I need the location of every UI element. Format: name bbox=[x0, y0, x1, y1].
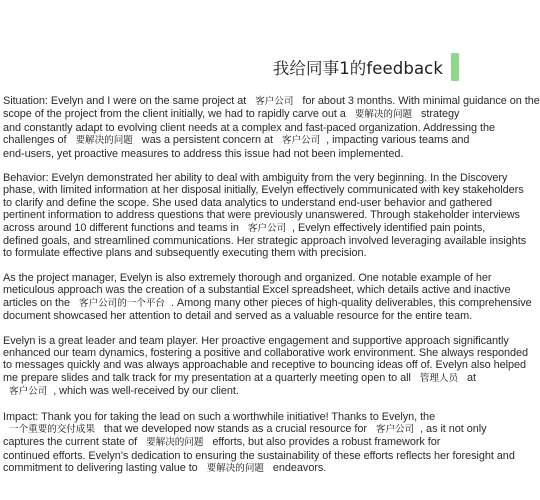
text-segment: As the project manager, Evelyn is also extremely thorough and organized. One notable example of her bbox=[3, 271, 492, 284]
text-line bbox=[3, 411, 511, 423]
text-line bbox=[3, 272, 511, 284]
text-segment: was a persistent concern at bbox=[138, 134, 276, 147]
text-segment: continued efforts. Evelyn's dedication to ensuring the sustainability of these efforts reflects her foresight and bbox=[3, 449, 515, 462]
text-segment: Impact: Thank you for taking the lead on such a worthwhile initiative! Thanks to Evelyn, the bbox=[3, 410, 436, 423]
text-line bbox=[3, 346, 529, 359]
redaction-label: 要解决的问题 bbox=[201, 463, 270, 474]
text-segment: phase, with limited information at her disposal initially, Evelyn effectively communicated with key stakeholders bbox=[3, 184, 524, 197]
text-segment: that we developed now stands as a crucial resource for bbox=[100, 422, 370, 435]
text-line bbox=[3, 423, 511, 436]
text-line bbox=[3, 284, 511, 296]
text-segment: , as it not only bbox=[420, 422, 487, 435]
text-line bbox=[3, 209, 520, 222]
text-segment: to formulate effective plans and subsequently executing them with precision. bbox=[3, 247, 367, 260]
text-line bbox=[3, 95, 540, 108]
feedback-body bbox=[3, 95, 540, 488]
paragraph-leader bbox=[3, 334, 529, 399]
paragraph-behavior bbox=[3, 172, 527, 260]
text-segment: , which was well-received by our client. bbox=[53, 385, 239, 398]
text-line bbox=[3, 148, 511, 160]
text-segment: end-users, yet proactive measures to address this issue had not been implemented. bbox=[3, 147, 404, 160]
text-line bbox=[3, 385, 511, 398]
redaction-label: 客户公司 bbox=[276, 135, 326, 146]
text-segment: commitment to delivering lasting value to bbox=[3, 462, 201, 475]
text-line bbox=[3, 372, 511, 385]
text-segment: Situation: Evelyn and I were on the same project at bbox=[3, 95, 250, 107]
text-segment: . Among many other pieces of high-quality deliverables, this comprehensive bbox=[170, 296, 532, 309]
text-segment: efforts, but also provides a robust framework for bbox=[209, 436, 441, 449]
text-line bbox=[3, 122, 511, 134]
text-line bbox=[3, 310, 511, 322]
text-line bbox=[3, 172, 511, 184]
text-segment: across around 10 different functions and teams in bbox=[3, 221, 242, 234]
text-line bbox=[3, 235, 527, 248]
text-segment: Behavior: Evelyn demonstrated her ability to deal with ambiguity from the very beginning. In the Discovery bbox=[3, 172, 508, 185]
redaction-label: 一个重要的交付成果 bbox=[3, 424, 101, 435]
text-line bbox=[3, 197, 511, 209]
text-segment: for about 3 months. With minimal guidance on the bbox=[299, 95, 540, 107]
text-segment: to clarify and define the scope. She used data analytics to understand end-user behavior and gathered bbox=[3, 196, 492, 209]
text-line bbox=[3, 108, 511, 121]
text-line bbox=[3, 247, 511, 259]
text-segment: , Evelyn effectively identified pain points, bbox=[292, 221, 486, 234]
redaction-label: 客户公司 bbox=[249, 96, 299, 107]
redaction-label: 要解决的问题 bbox=[70, 135, 139, 146]
text-segment: meticulous approach was the creation of a substantial Excel spreadsheet, which details active and inactive bbox=[3, 284, 511, 297]
paragraph-situation bbox=[3, 95, 540, 160]
text-segment: challenges of bbox=[3, 134, 70, 147]
redaction-label: 要解决的问题 bbox=[140, 437, 209, 448]
text-segment: , impacting various teams and bbox=[326, 134, 470, 147]
text-line bbox=[3, 134, 511, 147]
text-line bbox=[3, 335, 511, 347]
text-segment: at bbox=[464, 371, 477, 384]
text-segment: Evelyn is a great leader and team player. Her proactive engagement and supportive approach significantly bbox=[3, 334, 509, 347]
text-segment: captures the current state of bbox=[3, 436, 141, 449]
text-line bbox=[3, 296, 532, 310]
title-accent-bar bbox=[451, 53, 459, 81]
redaction-label: 要解决的问题 bbox=[349, 109, 418, 120]
text-line bbox=[3, 436, 511, 449]
text-line bbox=[3, 359, 527, 372]
text-line bbox=[3, 462, 511, 475]
text-line bbox=[3, 184, 524, 197]
text-segment: scope of the project from the client initially, we had to rapidly carve out a bbox=[3, 108, 349, 121]
paragraph-project-manager bbox=[3, 271, 532, 323]
title-block bbox=[273, 53, 459, 81]
text-segment: document showcased her attention to detail and served as a valuable resource for the entire team. bbox=[3, 310, 473, 323]
page-title: 我给同事1的feedback bbox=[272, 59, 443, 78]
redaction-label: 管理人员 bbox=[414, 373, 464, 384]
redaction-label: 客户公司 bbox=[242, 223, 292, 234]
text-segment: defined goals, and streamlined communications. Her strategic approach involved leveraging available insights bbox=[3, 235, 527, 248]
text-segment: me prepare slides and talk track for my presentation at a quarterly meeting open to all bbox=[3, 371, 414, 384]
redaction-label: 客户公司 bbox=[3, 386, 53, 397]
text-segment: articles on the bbox=[3, 296, 74, 309]
text-segment: enhanced our team dynamics, fostering a positive and collaborative work environment. She always responded bbox=[3, 346, 529, 359]
redaction-label: 客户公司的一个平台 bbox=[73, 298, 171, 309]
text-line bbox=[3, 222, 511, 235]
text-segment: endeavors. bbox=[269, 462, 327, 475]
text-segment: and constantly adapt to evolving client needs at a complex and fast-paced organization. Addressing the bbox=[3, 121, 495, 134]
text-segment: pertinent information to address questions that were previously unanswered. Through stakeholder interviews bbox=[3, 209, 520, 222]
paragraph-impact bbox=[3, 410, 515, 476]
text-line bbox=[3, 449, 515, 462]
redaction-label: 客户公司 bbox=[370, 424, 420, 435]
text-segment: to messages quickly and was always approachable and receptive to bouncing ideas off of. Evelyn also helped bbox=[3, 359, 527, 372]
text-segment: strategy bbox=[418, 108, 460, 121]
